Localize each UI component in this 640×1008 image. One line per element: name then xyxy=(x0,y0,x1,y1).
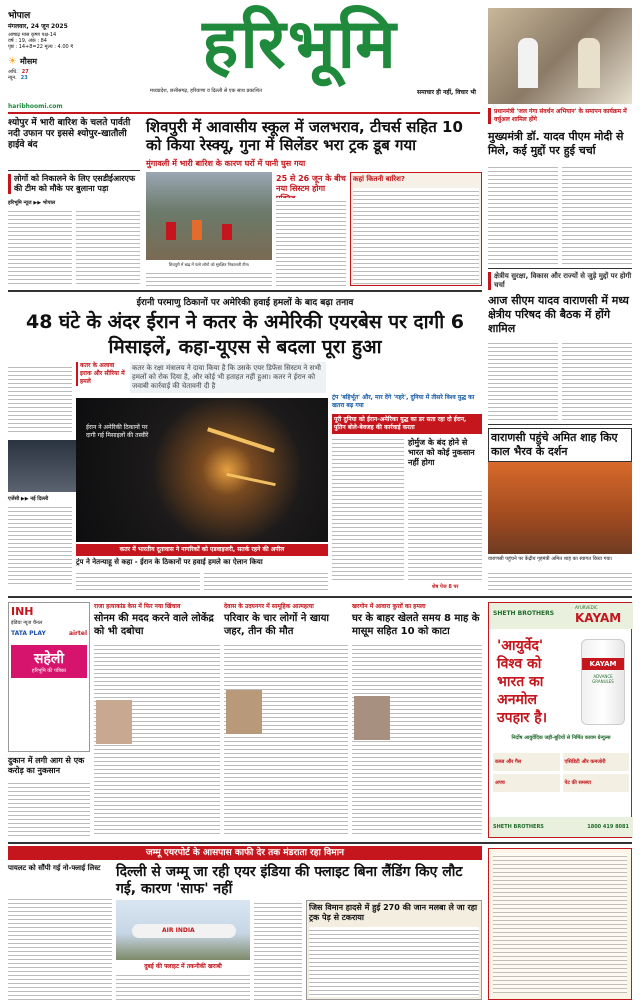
ad-slogan-line: उपहार है। xyxy=(497,710,548,726)
sun-icon: ☀ xyxy=(8,56,17,67)
banner-kicker: ईरानी परमाणु ठिकानों पर अमेरिकी हवाई हमलों के बाद बढ़ा तनाव xyxy=(136,298,354,308)
lead-photo-caption: शिवपुरी में बाढ़ में फंसे लोगों को सुरक्षित निकालती टीम। xyxy=(168,262,250,267)
right-story1-headline: मुख्यमंत्री डॉ. यादव पीएम मोदी से मिले, कई मुद्दों पर हुई चर्चा xyxy=(488,130,624,157)
right-caption-text xyxy=(488,570,632,590)
inh-logo: INH xyxy=(11,605,34,618)
weather-label: मौसम xyxy=(19,57,38,66)
plane-livery: AIR INDIA xyxy=(162,927,195,934)
edition-line: आषाढ़ मास कृष्ण पक्ष-14 xyxy=(8,32,57,38)
rain-box-title: कहां कितनी बारिश? xyxy=(353,175,405,183)
ad-slogan-line: 'आयुर्वेद' xyxy=(497,638,544,654)
bottom-caption: दुबई की फ्लाइट में तकनीकी खराबी xyxy=(144,963,222,970)
top-left-text xyxy=(76,208,140,284)
edition-line: पृष्ठ : 14+8=22 मूल्य : 4.00 ₹ xyxy=(8,44,74,50)
col2-text xyxy=(224,642,348,836)
bottom-text xyxy=(254,900,302,1000)
section-rule xyxy=(8,596,632,598)
trump-quote: ट्रंप 'बहिर्भूत' और, मार देंगे 'गहरे', दुनिया में तीसरे विश्व युद्ध का खतरा बढ़ गया xyxy=(332,394,475,409)
missile-photo xyxy=(76,398,328,542)
flood-photo xyxy=(146,172,272,260)
edition-line: वर्ष : 19, अंक : 84 xyxy=(8,38,47,44)
ad-company: SHETH BROTHERS xyxy=(493,610,555,617)
ad-phone: 1800 419 8081 xyxy=(587,824,629,830)
ad-bottom-line: निर्दोष आयुर्वेदिक जड़ी-बूटियों से निर्मित कायम ग्रेन्युल्स xyxy=(511,735,611,741)
missile-photo-text: ईरान ने अमेरिकी ठिकानों पर दागी गई मिसाइलों की तस्वीरें xyxy=(86,424,149,439)
crash-truck-text xyxy=(309,927,479,997)
masthead-date: मंगलवार, 24 जून 2025 xyxy=(8,23,68,30)
hormuz-head: होर्मुज के बंद होने से भारत को कोई नुकसान नहीं होगा xyxy=(408,438,475,467)
col3-photo xyxy=(354,696,390,740)
ad-slogan-line: विश्व को xyxy=(497,656,542,672)
divider xyxy=(488,424,632,425)
col1-kicker: राजा हत्याकांड केस में फिर नया खिंचाव xyxy=(94,603,181,610)
plane-body xyxy=(132,924,236,938)
lead-text xyxy=(146,270,272,286)
amit-shah-photo xyxy=(488,462,632,554)
masthead-rule xyxy=(8,112,480,114)
col3-headline: घर के बाहर खेलते समय 8 माह के मासूम सहित 10 को काटा xyxy=(352,613,480,637)
temp-max-label: अधि. xyxy=(8,69,18,75)
ad-header xyxy=(489,603,633,629)
air-india-photo xyxy=(116,900,250,960)
col3-kicker: खरगोन में आवारा कुत्तों का हमला xyxy=(352,603,426,610)
right-story1-kicker: प्रधानमंत्री 'जल गंगा संवर्धन अभियान' के समापन कार्यक्रम में वर्चुअल शामिल होंगे xyxy=(488,108,632,124)
banner-rule xyxy=(8,290,482,292)
rain-box-text xyxy=(353,188,479,284)
airtel-logo: airtel xyxy=(68,630,87,637)
newspaper-logo: हरिभूमि xyxy=(202,4,398,84)
kayam-ad[interactable] xyxy=(488,602,632,838)
temp-min-value: 23 xyxy=(20,75,28,81)
banner-quote-label: कतर के अलावा इराक और सीरिया में हमले xyxy=(76,362,126,386)
cm-pm-photo xyxy=(488,8,632,104)
inh-text: इंडिया न्यूज चैनल xyxy=(11,620,43,626)
masthead-city: भोपाल xyxy=(8,11,31,21)
banner-text xyxy=(204,570,328,592)
divider xyxy=(488,268,632,269)
rescuer-figure xyxy=(222,224,232,240)
masthead-info xyxy=(8,8,136,116)
weather-box xyxy=(8,56,136,67)
top-left-story-head: लोगों को निकालने के लिए एसडीईआरएफ की टीम को मौके पर बुलाना पड़ा xyxy=(8,174,140,194)
banner-quote-text: कतर के रक्षा मंत्रालय ने दावा किया है कि उसके एयर डिफेंस सिस्टम ने सभी हमलों को रोक दिया है, और कोई भी हताहत नहीं हुआ। कतर ने ईरान को जवाबी कार्रवाई की चेतावनी दी है xyxy=(130,362,326,393)
right-photo-caption: वाराणसी पहुंचने पर केंद्रीय गृहमंत्री अमित शाह का स्वागत किया गया। xyxy=(488,556,613,562)
jar-label: ADVANCE GRANULES xyxy=(592,674,614,684)
col1-headline: सोनम की मदद करने वाले लोकेंद्र को भी दबोचा xyxy=(94,613,214,637)
banner-right-text xyxy=(332,436,404,582)
col2-headline: परिवार के चार लोगों ने खाया जहर, तीन की मौत xyxy=(224,613,330,637)
right-story3-headline: वाराणसी पहुंचे अमित शाह किए काल भैरव के दर्शन xyxy=(491,431,618,458)
kayam-ad-continued xyxy=(488,848,632,1000)
lead-text xyxy=(276,198,346,286)
right-story2-headline: आज सीएम यादव वाराणसी में मध्य क्षेत्रीय परिषद की बैठक में होंगे शामिल xyxy=(488,294,629,335)
bottom-left-kicker: पायलट को सौंपी गई नो-फ्लाई लिस्ट xyxy=(8,864,101,872)
website-url: haribhoomi.com xyxy=(8,103,63,110)
banner-right-text xyxy=(408,488,482,582)
right-story2-text xyxy=(562,340,632,420)
banner-text xyxy=(8,504,72,584)
saheli-ad xyxy=(11,645,87,678)
banner-location: एजेंसी ▶▶ नई दिल्ली xyxy=(8,496,49,502)
masthead-tagline-left: मध्यप्रदेश, छत्तीसगढ़, हरियाणा व दिल्ली से एक साथ प्रकाशित xyxy=(150,88,262,94)
col1-photo xyxy=(96,700,132,744)
continued-link[interactable]: शेष पेज 8 पर xyxy=(432,584,459,590)
person-figure xyxy=(578,38,600,88)
byline: हरिभूमि न्यूज ▶▶ भोपाल xyxy=(8,200,56,206)
top-left-headline: श्योपुर में भारी बारिश के चलते पार्वती नदी उफान पर इससे श्योपुर-खातौली हाईवे बंद xyxy=(8,118,131,150)
temp-max-value: 27 xyxy=(21,69,29,75)
ad-slogan-line: अनमोल xyxy=(497,692,537,708)
section-rule xyxy=(8,842,632,844)
benefit-item: अपच xyxy=(493,774,560,792)
rescuer-figure xyxy=(192,220,202,240)
product-jar xyxy=(581,639,625,725)
bottom-left-text xyxy=(8,896,112,1000)
masthead-logo-area xyxy=(140,4,460,84)
benefit-item: एसिडिटी और कमजोरी xyxy=(563,753,630,771)
lead-headline: शिवपुरी में आवासीय स्कूल में जलभराव, टीचर्स सहित 10 को किया रेस्क्यू, गुना में सिलेंडर भरा ट्रक डूब गया xyxy=(146,118,463,154)
col2-kicker: देवास के उदयनगर में सामूहिक आत्महत्या xyxy=(224,603,314,610)
crash-truck-box xyxy=(306,900,482,1000)
jar-brand: KAYAM xyxy=(582,658,624,670)
temp-min xyxy=(8,75,136,81)
trump-strip: ट्रंप ने नेतन्याहू से कहा - ईरान के ठिकानों पर हवाई हमले का ऐलान किया xyxy=(76,558,263,566)
saheli-sub: हरिभूमि की पत्रिका xyxy=(31,668,67,674)
qatar-advisory-strip: कतर में भारतीय दूतावास ने नागरिकों को एडवाइजरी, सतर्क रहने की अपील xyxy=(76,544,328,556)
bottom-kicker-strip: जम्मू एयरपोर्ट के आसपास काफी देर तक मंडराता रहा विमान xyxy=(8,846,482,860)
masthead-tagline-right: समाचार ही नहीं, विचार भी xyxy=(417,89,476,96)
right-story3-box xyxy=(488,428,632,462)
saheli-logo: सहेली xyxy=(33,651,65,667)
person-figure xyxy=(518,38,538,88)
bottom-text xyxy=(116,972,250,1000)
putin-red-head: पूरी दुनिया को ईरान-अमेरिका युद्ध का डर सता रहा दो ईरान, पुतिन बोले-बेवजह की कार्रवाई करता xyxy=(332,414,482,434)
ad-footer xyxy=(489,817,633,837)
right-story1-text xyxy=(488,164,558,264)
tata-play-logo: TATA PLAY xyxy=(11,630,46,637)
rescuer-figure xyxy=(166,222,176,240)
banner-headline: 48 घंटे के अंदर ईरान ने कतर के अमेरिकी एयरबेस पर दागी 6 मिसाइलें, कहा-यूएस से बदला पूरा हुआ xyxy=(26,311,464,358)
ad-slogan xyxy=(497,637,577,727)
ad-brand-sub: AYURVEDIC xyxy=(575,605,598,610)
benefit-item: कब्ज और गैस xyxy=(493,753,560,771)
right-story2-kicker: क्षेत्रीय सुरक्षा, विकास और राज्यों से जुड़े मुद्दों पर होगी चर्चा xyxy=(488,272,632,290)
ad-brand: KAYAM xyxy=(575,611,622,625)
ad-slogan-line: भारत का xyxy=(497,674,544,690)
benefit-item: पेट की समस्या xyxy=(563,774,630,792)
left-story-text xyxy=(8,780,90,836)
left-ads-column xyxy=(8,602,90,752)
top-left-text xyxy=(8,208,72,284)
ad-benefits xyxy=(493,753,629,792)
crash-truck-head: जिस विमान हादसे में हुई 270 की जान मलबा ले जा रहा ट्रक पेड़ से टकराया xyxy=(309,903,478,922)
left-story-head: दुकान में लगी आग से एक करोड़ का नुकसान xyxy=(8,756,85,775)
missile-trail xyxy=(226,473,276,486)
rain-system-note: 25 से 26 जून के बीच नया सिस्टम होगा xyxy=(276,174,346,193)
tv-partners xyxy=(9,626,89,641)
banner-text xyxy=(76,570,200,592)
right-story1-text xyxy=(562,164,632,264)
col2-photo xyxy=(226,690,262,734)
divider xyxy=(8,170,140,171)
banner-left-text xyxy=(8,364,72,434)
lead-subhead: मुंगावली में भारी बारिश के कारण घरों में पानी घुस गया xyxy=(146,159,306,168)
rain-box xyxy=(350,172,482,286)
missile-trail xyxy=(207,427,275,452)
bottom-headline: दिल्ली से जम्मू जा रही एयर इंडिया की फ्लाइट बिना लैंडिंग किए लौट गई, कारण 'साफ' नहीं xyxy=(116,864,463,897)
temp-min-label: न्यून. xyxy=(8,75,17,81)
ad-footer-company: SHETH BROTHERS xyxy=(493,824,544,830)
right-story2-text xyxy=(488,340,558,420)
ad-fine-print xyxy=(493,853,627,993)
